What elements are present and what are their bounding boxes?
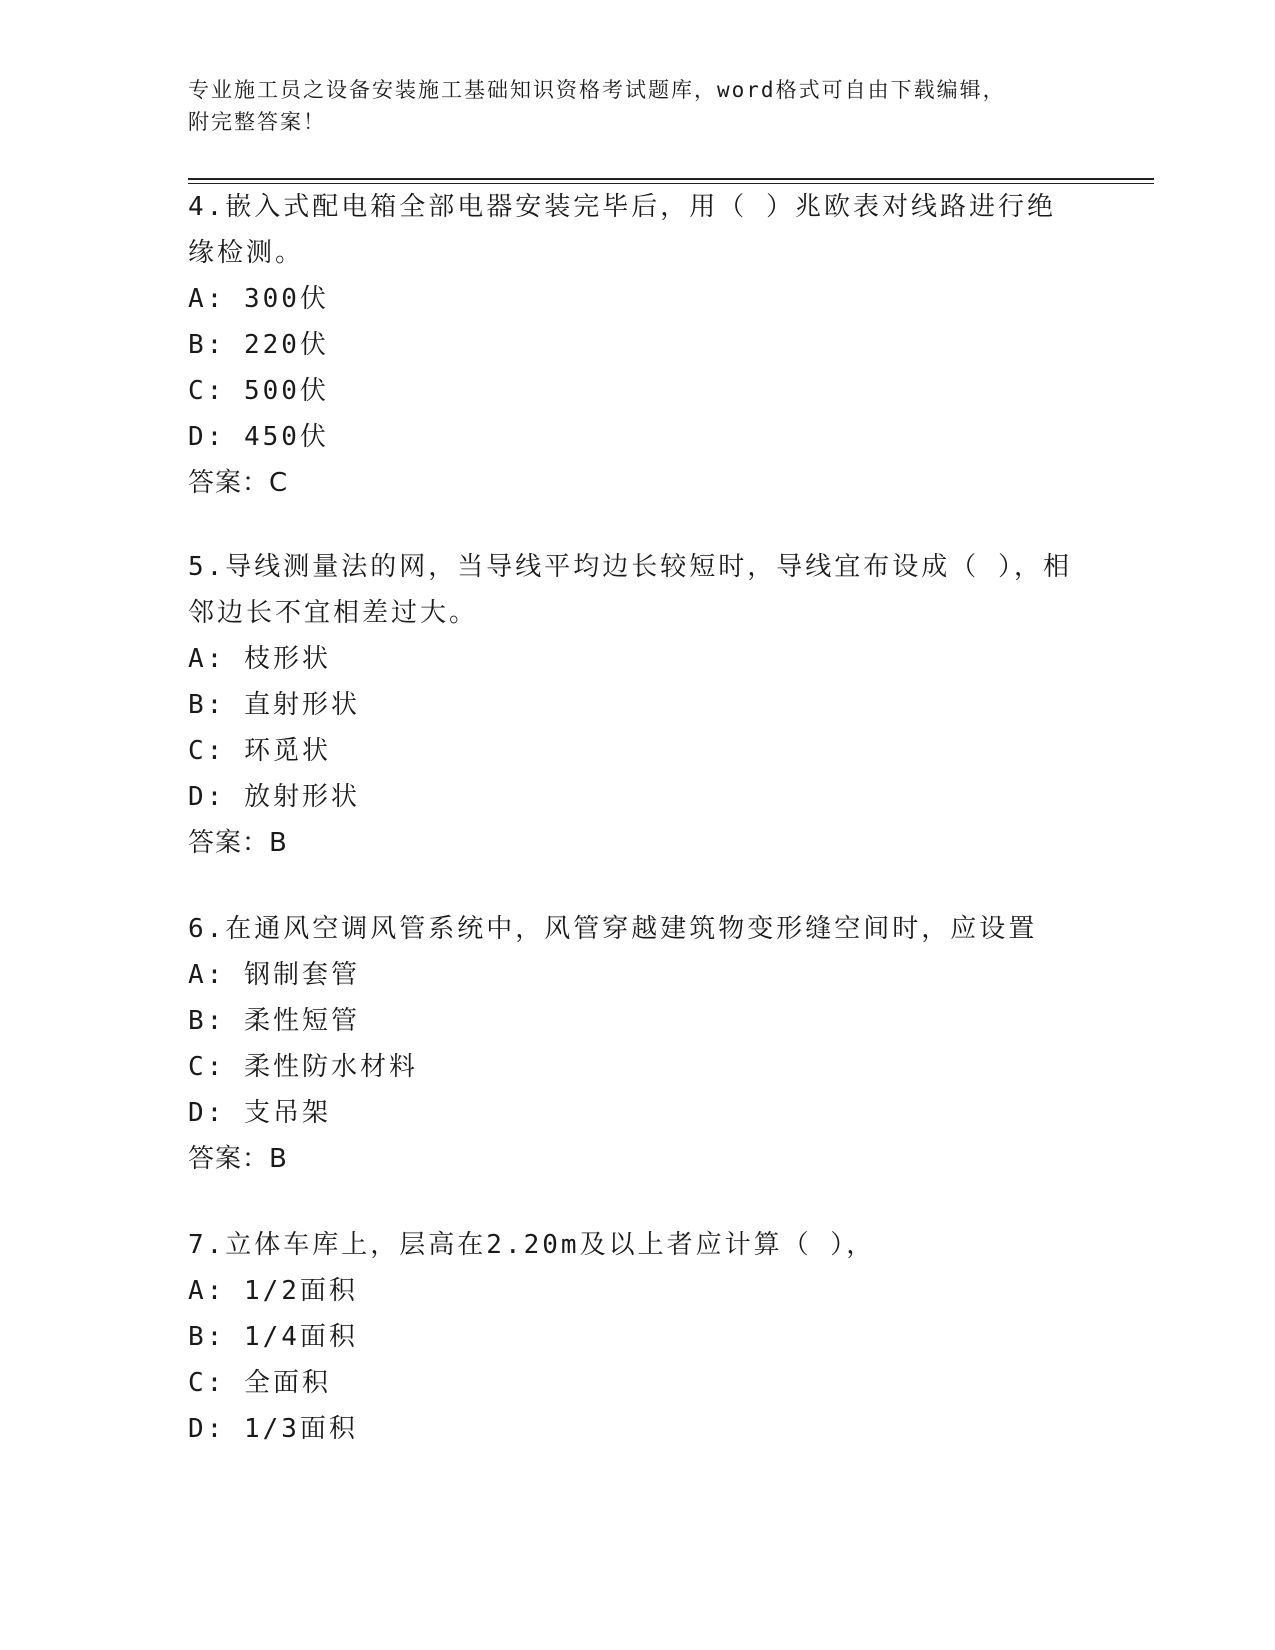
option-c: C: 环觅状 bbox=[188, 736, 331, 766]
question-6 bbox=[188, 906, 1108, 1182]
answer-label: 答案：B bbox=[188, 1144, 288, 1174]
option-d: D: 支吊架 bbox=[188, 1098, 331, 1128]
question-4 bbox=[188, 184, 1108, 506]
answer-label: 答案：C bbox=[188, 468, 289, 498]
option-c: C: 500伏 bbox=[188, 376, 329, 406]
option-b: B: 直射形状 bbox=[188, 690, 360, 720]
option-a: A: 枝形状 bbox=[188, 644, 331, 674]
option-b: B: 220伏 bbox=[188, 330, 329, 360]
question-7 bbox=[188, 1222, 1108, 1452]
header-line-2: 附完整答案！ bbox=[188, 110, 326, 134]
option-d: D: 放射形状 bbox=[188, 782, 360, 812]
answer-label: 答案：B bbox=[188, 828, 288, 858]
option-b: B: 柔性短管 bbox=[188, 1006, 360, 1036]
option-a: A: 300伏 bbox=[188, 284, 329, 314]
document-header bbox=[188, 74, 1088, 138]
option-a: A: 钢制套管 bbox=[188, 960, 360, 990]
question-stem: 5.导线测量法的网，当导线平均边长较短时，导线宜布设成（ ），相邻边长不宜相差过大。 bbox=[188, 552, 1072, 628]
question-5 bbox=[188, 544, 1108, 866]
header-divider-thick bbox=[188, 178, 1154, 180]
option-c: C: 柔性防水材料 bbox=[188, 1052, 418, 1082]
option-b: B: 1/4面积 bbox=[188, 1322, 358, 1352]
question-stem: 4.嵌入式配电箱全部电器安装完毕后，用（ ）兆欧表对线路进行绝缘检测。 bbox=[188, 192, 1056, 268]
question-stem: 7.立体车库上，层高在2.20m及以上者应计算（ ）， bbox=[188, 1230, 876, 1260]
option-c: C: 全面积 bbox=[188, 1368, 331, 1398]
option-a: A: 1/2面积 bbox=[188, 1276, 358, 1306]
option-d: D: 450伏 bbox=[188, 422, 329, 452]
option-d: D: 1/3面积 bbox=[188, 1414, 358, 1444]
header-line-1: 专业施工员之设备安装施工基础知识资格考试题库，word格式可自由下载编辑， bbox=[188, 78, 1006, 102]
question-stem: 6.在通风空调风管系统中，风管穿越建筑物变形缝空间时，应设置 bbox=[188, 914, 1038, 944]
